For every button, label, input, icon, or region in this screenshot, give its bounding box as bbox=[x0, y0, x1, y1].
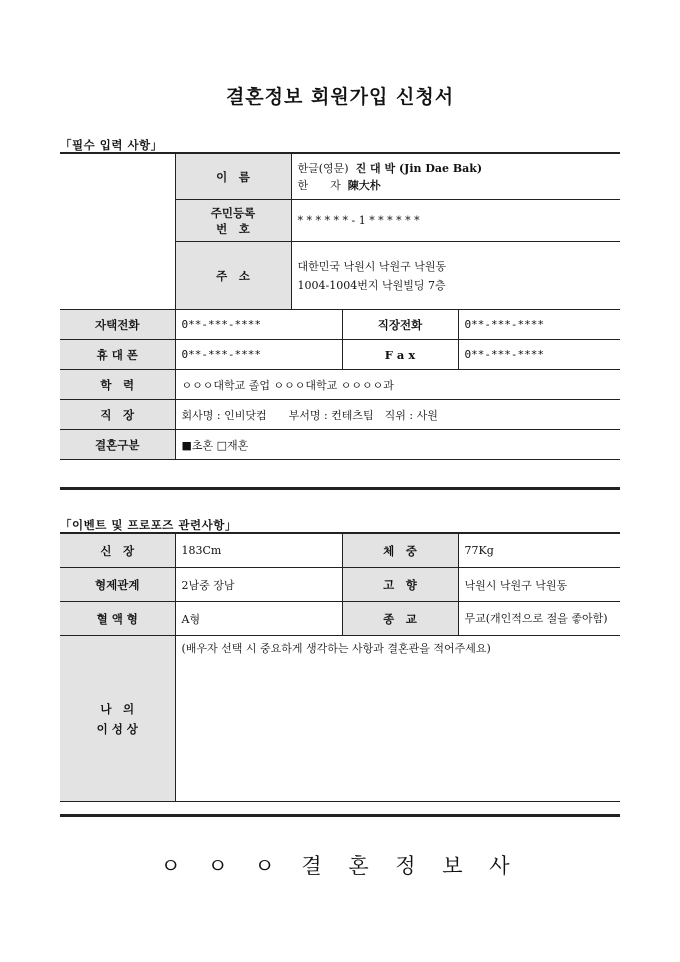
blood-type-value[interactable]: A형 bbox=[175, 602, 342, 636]
name-hanja-value: 陳大朴 bbox=[347, 178, 381, 192]
hometown-label: 고 향 bbox=[342, 568, 458, 602]
ideal-label-line2: 이 성 상 bbox=[96, 721, 138, 736]
marital-option-first[interactable]: ■초혼 bbox=[181, 438, 214, 452]
religion-label: 종 교 bbox=[342, 602, 458, 636]
ideal-partner-label bbox=[60, 636, 175, 802]
rrn-label-line2: 번 호 bbox=[216, 221, 250, 236]
education-value[interactable]: ㅇㅇㅇ대학교 졸업 ㅇㅇㅇ대학교 ㅇㅇㅇㅇ과 bbox=[175, 370, 620, 400]
name-kr-value: 진 대 박 (Jin Dae Bak) bbox=[355, 161, 483, 175]
rrn-label-line1: 주민등록 bbox=[210, 205, 256, 220]
photo-area bbox=[60, 154, 175, 310]
religion-value[interactable]: 무교(개인적으로 절을 좋아함) bbox=[458, 602, 620, 636]
home-phone-label: 자택전화 bbox=[60, 310, 175, 340]
hometown-value[interactable]: 낙원시 낙원구 낙원동 bbox=[458, 568, 620, 602]
sibling-value[interactable]: 2남중 장남 bbox=[175, 568, 342, 602]
required-info-table bbox=[60, 153, 620, 460]
name-cell[interactable] bbox=[291, 154, 620, 200]
name-kr-label: 한글(영문) bbox=[297, 161, 349, 175]
marital-options bbox=[175, 430, 620, 460]
job-value[interactable]: 회사명 : 인비닷컴 부서명 : 컨테츠팀 직위 : 사원 bbox=[175, 400, 620, 430]
section-heading-event: 「이벤트 및 프로포즈 관련사항」 bbox=[60, 518, 237, 532]
address-line1: 대한민국 낙원시 낙원구 낙원동 bbox=[297, 259, 447, 273]
address-label: 주 소 bbox=[175, 242, 291, 310]
weight-value[interactable]: 77Kg bbox=[458, 534, 620, 568]
section2-bottom-rule bbox=[60, 814, 620, 817]
height-label: 신 장 bbox=[60, 534, 175, 568]
section-heading-required: 「필수 입력 사항」 bbox=[60, 138, 163, 152]
address-line2: 1004-1004번지 낙원빌딩 7층 bbox=[297, 278, 446, 292]
marital-option-second[interactable]: □재혼 bbox=[216, 438, 249, 452]
work-phone-value[interactable]: 0**-***-**** bbox=[458, 310, 620, 340]
weight-label: 체 중 bbox=[342, 534, 458, 568]
marital-label: 결혼구분 bbox=[60, 430, 175, 460]
section1-bottom-rule bbox=[60, 487, 620, 490]
education-label: 학 력 bbox=[60, 370, 175, 400]
company-signature: ㅇ ㅇ ㅇ 결 혼 정 보 사 bbox=[160, 854, 520, 878]
ideal-partner-value[interactable]: (배우자 선택 시 중요하게 생각하는 사항과 결혼관을 적어주세요) bbox=[175, 636, 620, 802]
mobile-value[interactable]: 0**-***-**** bbox=[175, 340, 342, 370]
mobile-label: 휴 대 폰 bbox=[60, 340, 175, 370]
height-value[interactable]: 183Cm bbox=[175, 534, 342, 568]
ideal-label-line1: 나 의 bbox=[100, 701, 135, 716]
fax-value[interactable]: 0**-***-**** bbox=[458, 340, 620, 370]
name-hanja-label: 한 자 bbox=[297, 178, 341, 192]
event-info-table bbox=[60, 533, 620, 802]
job-label: 직 장 bbox=[60, 400, 175, 430]
name-label: 이 름 bbox=[175, 154, 291, 200]
rrn-value[interactable]: * * * * * * - 1 * * * * * * bbox=[291, 200, 620, 242]
sibling-label: 형제관계 bbox=[60, 568, 175, 602]
fax-label: F a x bbox=[342, 340, 458, 370]
address-value[interactable] bbox=[291, 242, 620, 310]
home-phone-value[interactable]: 0**-***-**** bbox=[175, 310, 342, 340]
page-title: 결혼정보 회원가입 신청서 bbox=[225, 86, 455, 108]
work-phone-label: 직장전화 bbox=[342, 310, 458, 340]
rrn-label bbox=[175, 200, 291, 242]
blood-type-label: 혈 액 형 bbox=[60, 602, 175, 636]
